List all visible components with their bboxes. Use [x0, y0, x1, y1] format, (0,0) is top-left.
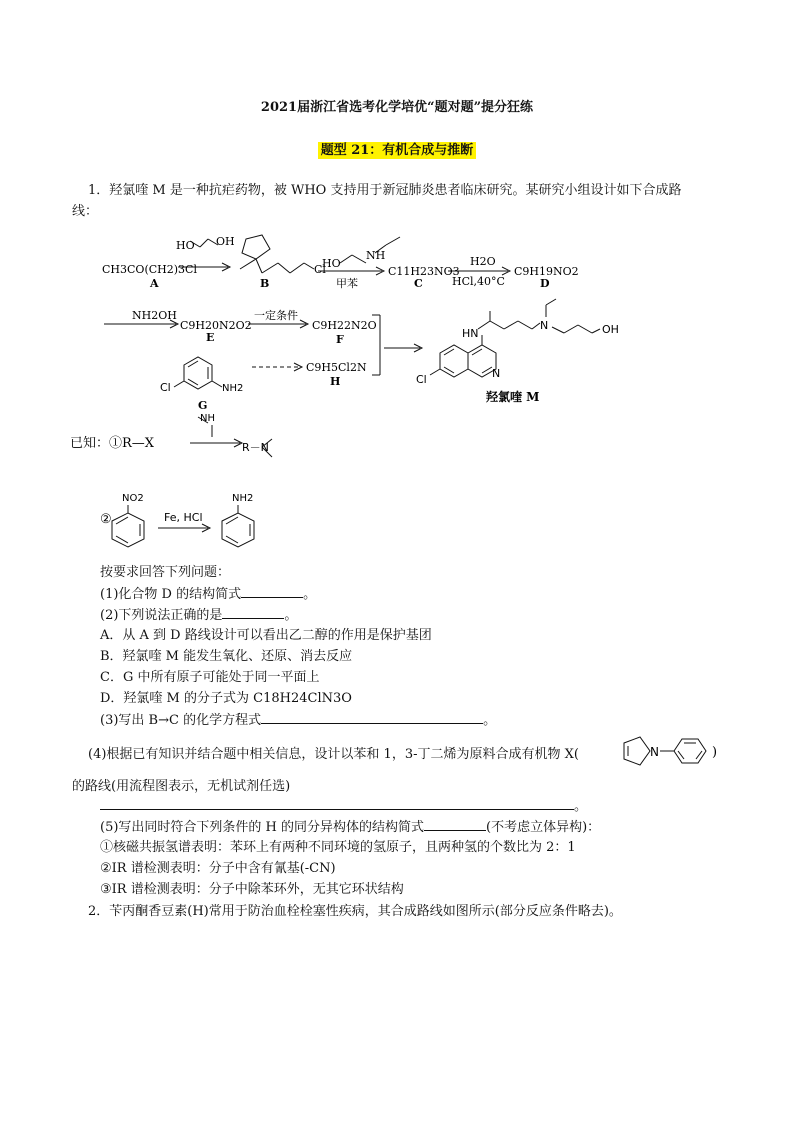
answer-blank-4[interactable] — [100, 797, 574, 810]
amine-ho: HO — [322, 257, 341, 270]
compound-c-formula: C11H23NO3 — [388, 265, 460, 278]
page-title: 2021届浙江省选考化学培优“题对题”提分狂练 — [260, 100, 534, 115]
compound-b-label: B — [260, 277, 270, 290]
reagent-hcl: HCl,40°C — [452, 275, 505, 288]
question-1-3-text: (3)写出 B→C 的化学方程式 — [100, 713, 262, 728]
compound-g-label: G — [198, 399, 208, 412]
compound-m-cl: Cl — [416, 373, 427, 386]
compound-g-nh2: NH2 — [222, 383, 244, 394]
option-b: B．羟氯喹 M 能发生氧化、还原、消去反应 — [100, 649, 353, 664]
reagent-water: H2O — [470, 255, 496, 268]
known-nh2: NH2 — [232, 493, 254, 504]
compound-f-label: F — [336, 333, 344, 346]
compound-h-formula: C9H5Cl2N — [306, 361, 367, 374]
compound-a-label: A — [150, 277, 159, 290]
option-a: A．从 A 到 D 路线设计可以看出乙二醇的作用是保护基团 — [100, 628, 432, 643]
compound-b-cl: Cl — [314, 263, 326, 276]
condition-3: ③IR 谱检测表明：分子中除苯环外，无其它环状结构 — [100, 882, 404, 897]
compound-h-label: H — [330, 375, 341, 388]
compound-m-label: 羟氯喹 M — [486, 390, 540, 404]
question-1-4-line2: 的路线(用流程图表示，无机试剂任选) — [72, 779, 291, 794]
question-1-5-text: (5)写出同时符合下列条件的 H 的同分异构体的结构简式 — [100, 820, 425, 835]
compound-a-formula: CH3CO(CH2)3Cl — [102, 263, 197, 276]
question-1-4-answer — [100, 797, 587, 816]
condition-2: ②IR 谱检测表明：分子中含有氰基(-CN) — [100, 861, 336, 876]
question-2: 2．苄丙酮香豆素(H)常用于防治血栓栓塞性疾病，其合成路线如图所示(部分反应条件略去)。 — [88, 904, 622, 919]
reagent-diol-ho: HO — [176, 239, 195, 252]
known-nh: NH — [200, 413, 215, 424]
question-1-5 — [100, 818, 600, 837]
compound-m-hn: HN — [462, 327, 479, 340]
known-circle2: ② — [100, 512, 112, 527]
known-label: 已知：①R—X — [70, 436, 155, 451]
compound-d-label: D — [540, 277, 550, 290]
section-heading — [0, 139, 794, 158]
question-1-1 — [100, 585, 316, 604]
solvent-label: 甲苯 — [336, 277, 358, 290]
q1-intro-line1: 1．羟氯喹 M 是一种抗疟药物，被 WHO 支持用于新冠肺炎患者临床研究。某研究小组设计如下合成路 — [88, 183, 682, 198]
synthesis-scheme — [0, 225, 794, 645]
question-1-4: (4)根据已有知识并结合题中相关信息，设计以苯和 1，3-丁二烯为原料合成有机物 X( — [88, 747, 579, 762]
q1-intro-line2: 线： — [72, 204, 99, 219]
question-1-4-end: 。 — [574, 799, 588, 814]
reagent-diol-oh: OH — [216, 235, 235, 248]
compound-x-n: N — [650, 745, 659, 759]
option-d: D．羟氯喹 M 的分子式为 C18H24ClN3O — [100, 691, 352, 706]
section-heading-text: 题型 21：有机合成与推断 — [318, 142, 477, 159]
question-1-3 — [100, 711, 496, 730]
compound-e-label: E — [206, 331, 215, 344]
compound-m-oh: OH — [602, 323, 619, 336]
answer-blank-2[interactable] — [222, 606, 284, 619]
question-1-2 — [100, 606, 297, 625]
compound-c-label: C — [414, 277, 423, 290]
compound-x-close: ) — [712, 745, 718, 760]
answer-blank-3[interactable] — [261, 711, 483, 724]
compound-e-formula: C9H20N2O2 — [180, 319, 252, 332]
known-no2: NO2 — [122, 493, 144, 504]
known-fe-hcl: Fe, HCl — [164, 511, 203, 524]
answer-blank-1[interactable] — [241, 585, 303, 598]
question-1-2-end: 。 — [284, 608, 298, 623]
compound-f-formula: C9H22N2O — [312, 319, 377, 332]
compound-d-formula: C9H19NO2 — [514, 265, 579, 278]
question-1-1-text: (1)化合物 D 的结构简式 — [100, 587, 242, 602]
compound-x-structure — [616, 729, 726, 775]
question-1-3-end: 。 — [483, 713, 497, 728]
question-1-5-text2: (不考虑立体异构)： — [486, 820, 601, 835]
compound-m-ring-n: N — [492, 367, 501, 380]
condition-label: 一定条件 — [254, 309, 298, 322]
amine-nh: NH — [366, 249, 386, 262]
option-c: C．G 中所有原子可能处于同一平面上 — [100, 670, 320, 685]
known-product: R－N — [242, 441, 269, 454]
answer-blank-5[interactable] — [424, 818, 486, 831]
condition-1: ①核磁共振氢谱表明：苯环上有两种不同环境的氢原子，且两种氢的个数比为 2：1 — [100, 840, 576, 855]
reagent-nh2oh: NH2OH — [132, 309, 177, 322]
question-1-1-end: 。 — [303, 587, 317, 602]
compound-m-n: N — [540, 319, 549, 332]
instruction: 按要求回答下列问题： — [100, 565, 231, 580]
question-1-2-text: (2)下列说法正确的是 — [100, 608, 223, 623]
compound-g-cl: Cl — [160, 381, 171, 394]
